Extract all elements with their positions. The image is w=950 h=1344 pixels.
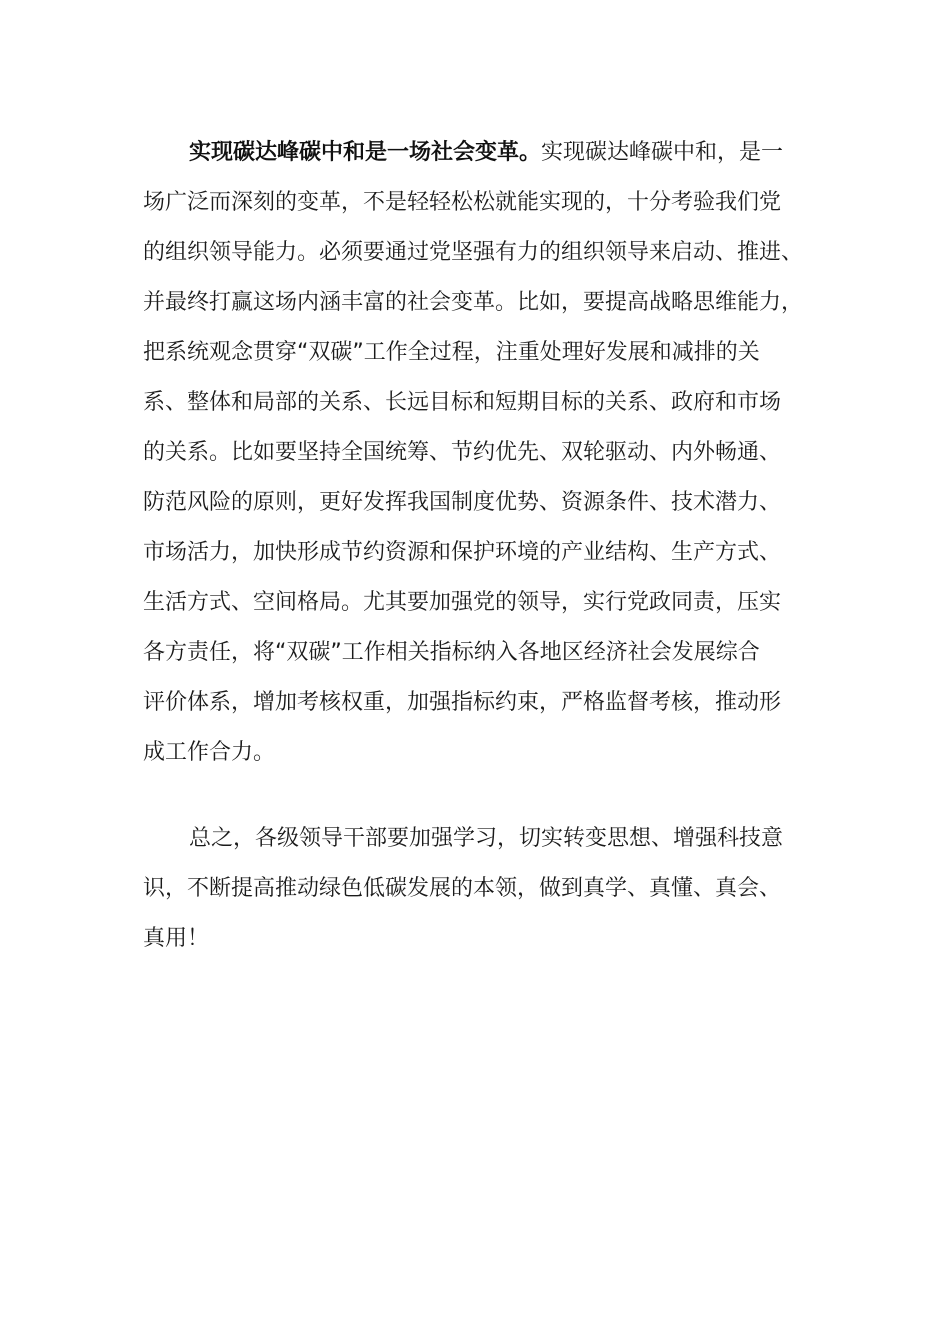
paragraph-1 <box>143 128 803 778</box>
paragraph-line: 评价体系，增加考核权重，加强指标约束，严格监督考核，推动形 <box>143 690 782 715</box>
paragraph-line: 的关系。比如要坚持全国统筹、节约优先、双轮驱动、内外畅通、 <box>143 440 782 465</box>
paragraph-line: 并最终打赢这场内涵丰富的社会变革。比如，要提高战略思维能力， <box>143 290 804 315</box>
paragraph-2 <box>143 814 803 964</box>
paragraph-text: 实现碳达峰碳中和，是一 <box>541 140 784 165</box>
paragraph-line: 识，不断提高推动绿色低碳发展的本领，做到真学、真懂、真会、 <box>143 876 782 901</box>
paragraph-line: 市场活力，加快形成节约资源和保护环境的产业结构、生产方式、 <box>143 540 782 565</box>
paragraph-line: 生活方式、空间格局。尤其要加强党的领导，实行党政同责，压实 <box>143 590 782 615</box>
paragraph-line <box>143 128 803 178</box>
paragraph-line: 场广泛而深刻的变革，不是轻轻松松就能实现的，十分考验我们党 <box>143 190 782 215</box>
paragraph-line: 把系统观念贯穿“双碳”工作全过程，注重处理好发展和减排的关 <box>143 340 760 365</box>
paragraph-line: 各方责任，将“双碳”工作相关指标纳入各地区经济社会发展综合 <box>143 640 760 665</box>
paragraph-line: 真用！ <box>143 926 210 951</box>
paragraph-line: 的组织领导能力。必须要通过党坚强有力的组织领导来启动、推进、 <box>143 240 804 265</box>
paragraph-line: 总之，各级领导干部要加强学习，切实转变思想、增强科技意 <box>189 826 784 851</box>
paragraph-spacer <box>143 778 803 814</box>
paragraph-line: 成工作合力。 <box>143 740 276 765</box>
paragraph-line: 系、整体和局部的关系、长远目标和短期目标的关系、政府和市场 <box>143 390 782 415</box>
paragraph-line: 防范风险的原则，更好发挥我国制度优势、资源条件、技术潜力、 <box>143 490 782 515</box>
paragraph-lead: 实现碳达峰碳中和是一场社会变革。 <box>189 140 542 165</box>
document-body <box>143 128 803 964</box>
